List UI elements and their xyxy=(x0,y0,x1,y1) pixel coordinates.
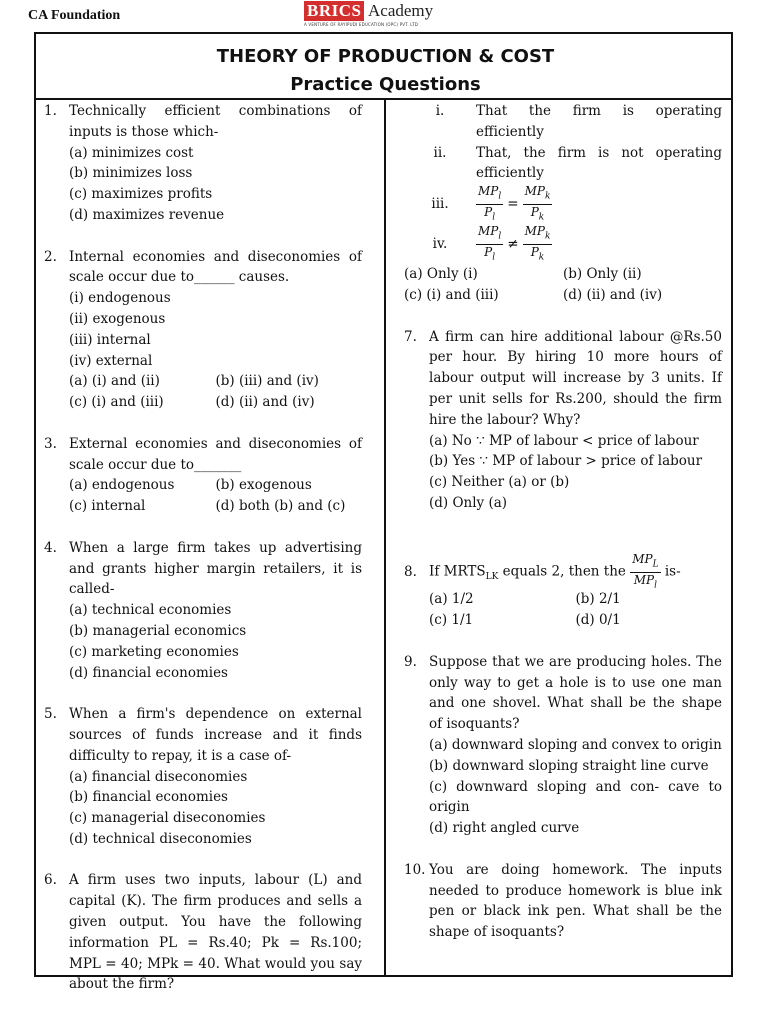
page-subtitle: Practice Questions xyxy=(290,74,481,95)
question-2: 2. Internal economies and diseconomies of scale occur due to______ causes. xyxy=(44,248,362,286)
option-row: (c) 1/1 (d) 0/1 xyxy=(429,612,621,629)
option: (d) Only (a) xyxy=(429,494,508,511)
option: (d) financial economies xyxy=(69,664,228,681)
logo-word: Academy xyxy=(368,1,434,20)
option: (b) Yes ∵ MP of labour > price of labour xyxy=(429,453,703,470)
option-row: (a) endogenous (b) exogenous xyxy=(69,477,312,494)
option: (b) managerial economics xyxy=(69,622,247,639)
question-7: 7. A firm can hire additional labour @Rs.50 per hour. By hiring 10 more hours of labour output will increase by 3 units. If per unit sells for Rs.200, should the firm hire the labour? Why? xyxy=(404,328,722,428)
question-9: 9. Suppose that we are producing holes. The only way to get a hole is to use one man and one shovel. What shall be the shape of isoquants? xyxy=(404,653,722,733)
fraction-mpl-pl: $\frac{MP_l}{P_l}$ xyxy=(478,184,502,223)
option: (ii) exogenous xyxy=(69,310,166,327)
option: (a) No ∵ MP of labour < price of labour xyxy=(429,432,699,449)
option: (i) endogenous xyxy=(69,290,171,307)
fraction-mpl-pl: $\frac{MP_l}{P_l}$ xyxy=(478,224,502,263)
option-row: (a) (i) and (ii) (b) (iii) and (iv) xyxy=(69,373,319,390)
option: (iii) internal xyxy=(69,331,151,348)
right-column xyxy=(404,101,722,943)
option-row: (a) 1/2 (b) 2/1 xyxy=(429,591,621,608)
option: (a) downward sloping and convex to origin xyxy=(429,736,722,753)
option-row: (a) Only (i) (b) Only (ii) xyxy=(404,266,642,283)
statement-iii: iii. $\frac{MP_l}{P_l}$ = $\frac{MP_k}{P_k}$ xyxy=(431,184,551,223)
question-1: 1. Technically efficient combinations of inputs is those which- xyxy=(44,103,362,140)
option: (d) maximizes revenue xyxy=(69,206,225,223)
option: (d) technical diseconomies xyxy=(69,830,252,847)
option: (b) minimizes loss xyxy=(69,165,193,182)
logo-brand: BRICS xyxy=(304,1,364,21)
statement-ii: ii. That, the firm is not operating efficiently xyxy=(433,144,722,182)
option: (c) Neither (a) or (b) xyxy=(429,474,570,491)
option: (a) financial diseconomies xyxy=(69,768,248,785)
option: (d) right angled curve xyxy=(429,820,580,837)
option: (b) downward sloping straight line curve xyxy=(429,757,709,774)
question-3: 3. External economies and diseconomies of scale occur due to_______ xyxy=(44,435,362,473)
option: (c) maximizes profits xyxy=(69,186,213,203)
option: (c) marketing economies xyxy=(69,643,239,660)
option: (c) downward sloping and con- cave to origin xyxy=(429,778,722,816)
option: (a) minimizes cost xyxy=(69,144,194,161)
option: (b) financial economies xyxy=(69,789,228,806)
page-title: THEORY OF PRODUCTION & COST xyxy=(216,46,555,67)
course-label: CA Foundation xyxy=(28,8,121,23)
statement-iv: iv. $\frac{MP_l}{P_l}$ ≠ $\frac{MP_k}{P_k}$ xyxy=(432,224,551,263)
question-8: 8. If $MRTS_{LK}$ equals 2, then the $\frac{MP_L}{MP_l}$ is- xyxy=(404,552,681,591)
fraction-mpk-pk: $\frac{MP_k}{P_k}$ xyxy=(524,184,551,223)
question-6: 6. A firm uses two inputs, labour (L) and capital (K). The firm produces and sells a given output. You have the following information PL = Rs.40; Pk = Rs.100; MPL = 40; MPk = 40. What would you say about the firm? xyxy=(44,872,362,993)
option: (a) technical economies xyxy=(69,602,232,619)
option-row: (c) (i) and (iii) (d) (ii) and (iv) xyxy=(404,286,663,303)
question-4: 4. When a large firm takes up advertising and grants higher margin retailers, it is called- xyxy=(44,539,362,598)
statement-i: i. That the firm is operating efficiently xyxy=(435,103,722,140)
question-10: 10. You are doing homework. The inputs needed to produce homework is blue ink pen or black ink pen. What shall be the shape of isoquants? xyxy=(404,861,722,941)
option: (iv) external xyxy=(69,352,153,369)
option-row: (c) (i) and (iii) (d) (ii) and (iv) xyxy=(69,394,315,411)
logo-tagline: A VENTURE OF RAYIPUDI EDUCATION (OPC) PVT. LTD xyxy=(304,22,419,27)
fraction-mpk-pk: $\frac{MP_k}{P_k}$ xyxy=(524,224,551,263)
fraction-mpl-mpl: $\frac{MP_L}{MP_l}$ xyxy=(632,552,659,591)
left-column xyxy=(44,101,362,995)
option-row: (c) internal (d) both (b) and (c) xyxy=(69,498,346,515)
option: (c) managerial diseconomies xyxy=(69,810,266,827)
question-5: 5. When a firm's dependence on external sources of funds increase and it finds difficulty to repay, it is a case of- xyxy=(44,706,362,764)
page-header xyxy=(0,0,768,30)
column-divider xyxy=(384,100,386,977)
